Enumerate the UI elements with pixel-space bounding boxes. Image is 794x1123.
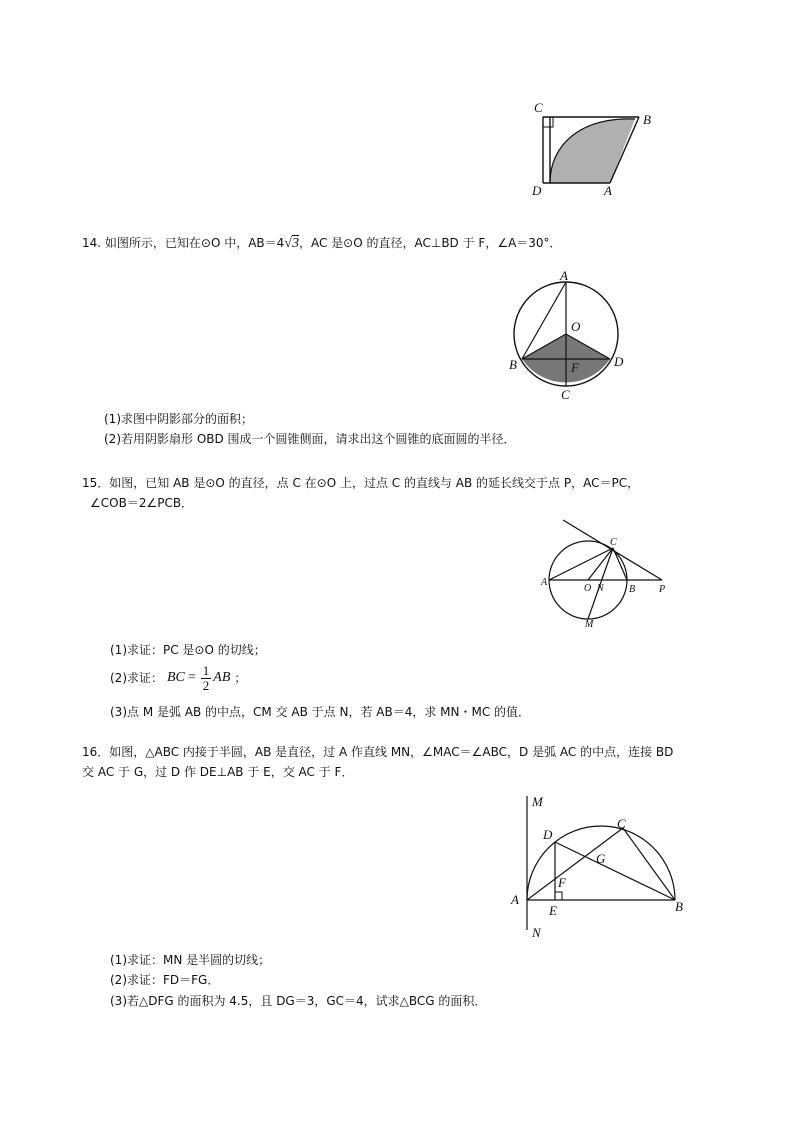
- label-m: M: [585, 619, 594, 630]
- q16-part1: (1)求证：MN 是半圆的切线；: [110, 953, 271, 967]
- label-b: B: [675, 899, 683, 914]
- q16-stem-line1: 16．如图，△ABC 内接于半圆，AB 是直径，过 A 作直线 MN，∠MAC＝∠ABC，D 是弧 AC 的中点，连接 BD: [82, 745, 674, 759]
- q16-stem-line2: 交 AC 于 G，过 D 作 DE⊥AB 于 E，交 AC 于 F．: [82, 765, 354, 779]
- label-d: D: [614, 354, 624, 369]
- label-d: D: [543, 827, 553, 842]
- q16-part2: (2)求证：FD＝FG．: [110, 973, 220, 987]
- label-a: A: [604, 183, 612, 198]
- q15-part2: [110, 660, 246, 696]
- figure-13: [525, 95, 665, 200]
- fraction-numerator: 1: [202, 662, 210, 678]
- label-o: O: [571, 319, 581, 334]
- q15-part2-lhs: BC: [167, 670, 185, 685]
- q14-part2: (2)若用阴影扇形 OBD 围成一个圆锥侧面，请求出这个圆锥的底面圆的半径．: [104, 432, 516, 446]
- label-m: M: [532, 794, 543, 809]
- label-p: P: [659, 584, 666, 595]
- q15-part2-eq: =: [187, 670, 196, 685]
- q14-part1: (1)求图中阴影部分的面积；: [104, 412, 253, 426]
- label-f: F: [571, 360, 579, 375]
- label-o: O: [584, 583, 592, 594]
- fraction-half: [201, 664, 212, 693]
- q16-part3: (3)若△DFG 的面积为 4.5，且 DG＝3，GC＝4，试求△BCG 的面积．: [110, 994, 487, 1008]
- q14-stem: [82, 235, 562, 252]
- label-n: N: [597, 583, 604, 594]
- label-c: C: [534, 100, 543, 115]
- q15-stem-line2: ∠COB＝2∠PCB．: [90, 496, 194, 510]
- shaded-region: [550, 119, 635, 183]
- label-n: N: [532, 925, 541, 940]
- label-a: A: [511, 892, 519, 907]
- label-c: C: [561, 387, 570, 402]
- fraction-denominator: 2: [202, 677, 210, 693]
- q15-part1: (1)求证：PC 是⊙O 的切线；: [110, 643, 266, 657]
- q15-part2-rhs: AB: [213, 670, 231, 685]
- label-f: F: [558, 875, 566, 890]
- label-a: A: [541, 577, 548, 588]
- q15-part3: (3)点 M 是弧 AB 的中点，CM 交 AB 于点 N，若 AB＝4，求 MN・MC 的值．: [110, 705, 531, 719]
- q15-part2-prefix: (2)求证：: [110, 671, 163, 685]
- label-b: B: [643, 112, 651, 127]
- figure-16: [505, 790, 695, 940]
- label-d: D: [532, 183, 542, 198]
- label-b: B: [629, 584, 636, 595]
- label-b: B: [509, 357, 517, 372]
- label-g: G: [596, 851, 606, 866]
- figure-15: [540, 515, 670, 630]
- q14-stem-part2: ，AC 是⊙O 的直径，AC⊥BD 于 F，∠A＝30°．: [298, 236, 562, 250]
- q14-stem-part1: 14. 如图所示，已知在⊙O 中，AB＝4: [82, 236, 285, 250]
- figure-14: [500, 268, 640, 403]
- label-c: C: [610, 537, 617, 548]
- label-c: C: [617, 816, 626, 831]
- q15-part2-suffix: ；: [234, 671, 247, 685]
- q15-stem-line1: 15．如图，已知 AB 是⊙O 的直径，点 C 在⊙O 上，过点 C 的直线与 AB 的延长线交于点 P，AC＝PC，: [82, 476, 640, 490]
- sqrt-expression: √3: [284, 236, 299, 251]
- label-e: E: [549, 903, 557, 918]
- sqrt-radicand: 3: [291, 236, 299, 251]
- label-a: A: [560, 268, 568, 283]
